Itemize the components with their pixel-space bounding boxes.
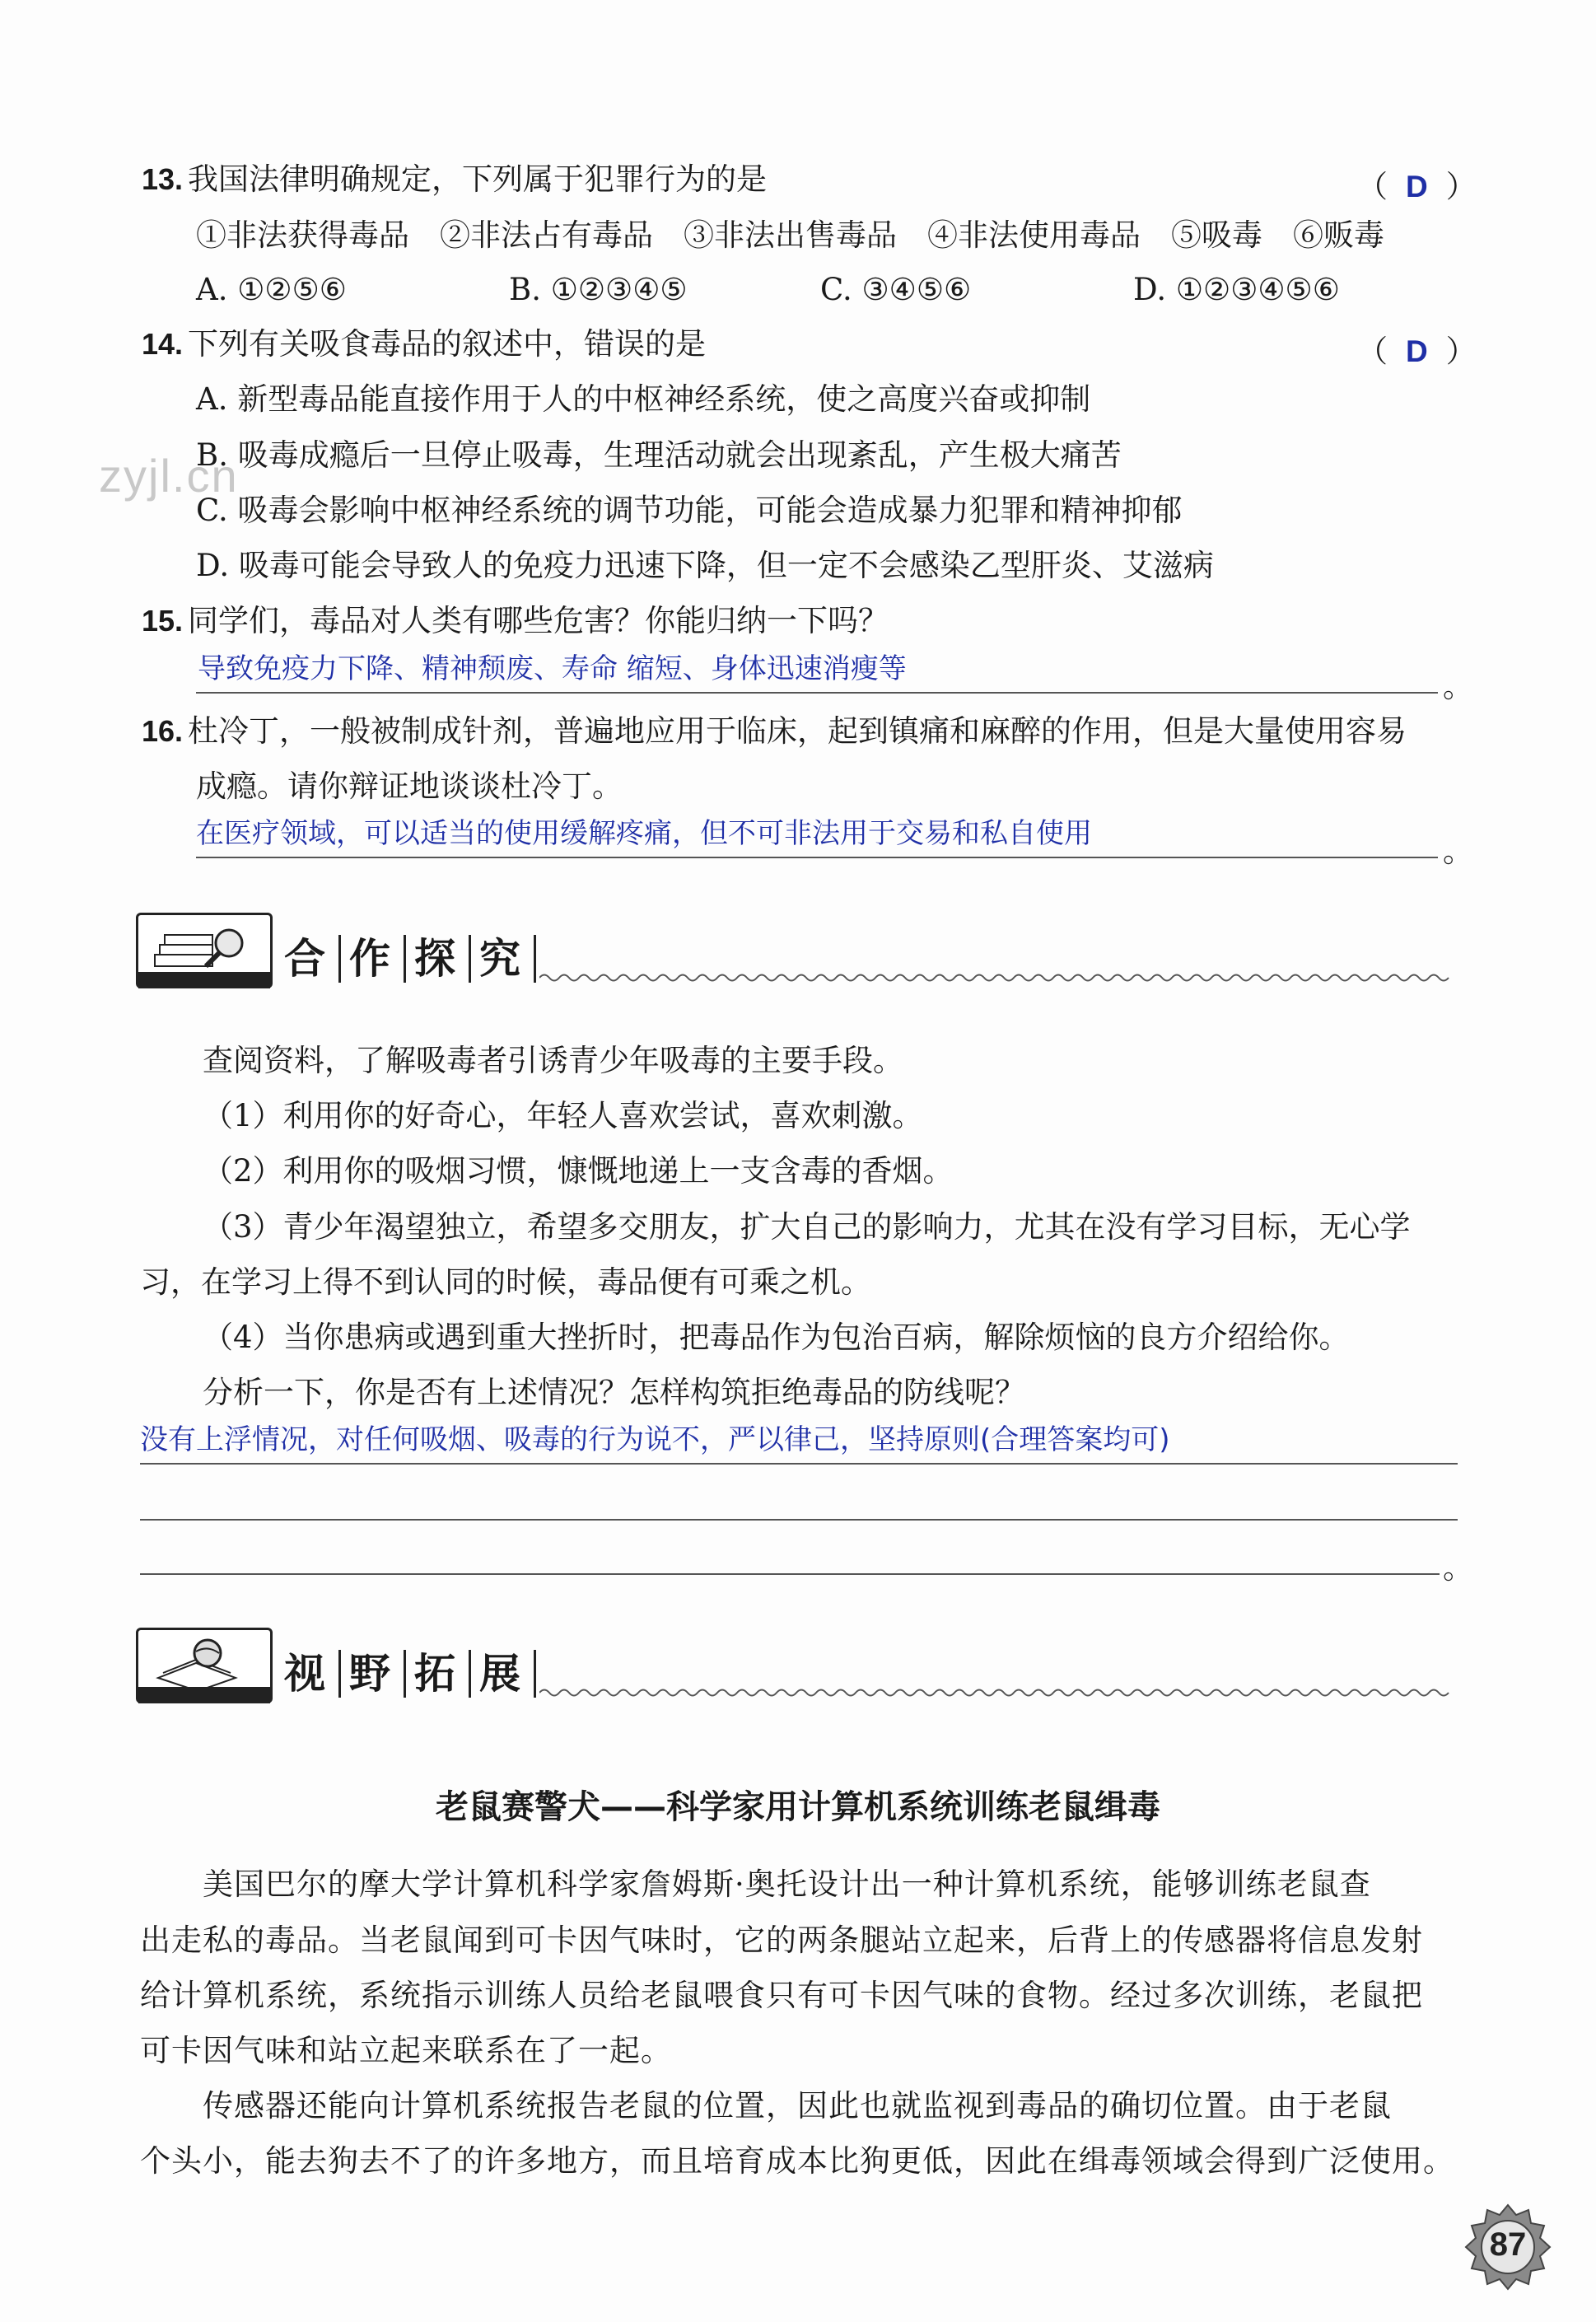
wavy-divider: [539, 972, 1454, 983]
article-p1-line4: 可卡因气味和站立起来联系在了一起。: [140, 2033, 672, 2068]
question-16-stem-line1: [142, 713, 1407, 750]
section-icon-shadow: [138, 972, 270, 988]
watermark: zyjl.cn: [99, 450, 239, 502]
question-14-text: 下列有关吸食毒品的叙述中，错误的是: [188, 326, 707, 362]
question-13-answer: D: [1406, 170, 1428, 203]
question-14-answer: D: [1406, 334, 1428, 368]
question-13-answer-slot: [1357, 161, 1477, 206]
section1-item-3-line2: 习，在学习上得不到认同的时候，毒品便有可乘之机。: [140, 1264, 871, 1300]
paren-open: （: [1357, 169, 1388, 204]
article-p1-line2: 出走私的毒品。当老鼠闻到可卡因气味时，它的两条腿站立起来，后背上的传感器将信息发射: [140, 1923, 1423, 1958]
title-char: 拓: [406, 1650, 471, 1698]
line-end-period: 。: [1443, 669, 1473, 704]
question-16-text: 杜冷丁，一般被制成针剂，普遍地应用于临床，起到镇痛和麻醉的作用，但是大量使用容易: [188, 713, 1407, 749]
title-char: 视: [276, 1650, 341, 1698]
article-p1-line1: 美国巴尔的摩大学计算机科学家詹姆斯·奥托设计出一种计算机系统，能够训练老鼠查: [203, 1866, 1371, 1902]
page-number: 87: [1489, 2226, 1527, 2263]
title-char: 探: [406, 935, 471, 983]
question-13-option-c: C. ③④⑤⑥: [820, 272, 972, 307]
page-number-badge: [1464, 2203, 1552, 2291]
section1-item-3-line1: （3）青少年渴望独立，希望多交朋友，扩大自己的影响力，尤其在没有学习目标，无心学: [203, 1209, 1411, 1245]
section-header-cooperative-inquiry: [136, 913, 1454, 987]
question-14-option-a: A. 新型毒品能直接作用于人的中枢神经系统，使之高度兴奋或抑制: [196, 381, 1091, 417]
section-title: [276, 926, 536, 985]
article-p1-line3: 给计算机系统，系统指示训练人员给老鼠喂食只有可卡因气味的食物。经过多次训练，老鼠把: [140, 1978, 1423, 2013]
line-end-period: 。: [1443, 1550, 1473, 1586]
paren-close: ）: [1445, 169, 1477, 204]
question-14-answer-slot: [1357, 326, 1477, 371]
paren-close: ）: [1445, 334, 1477, 369]
question-13-option-a: A. ①②⑤⑥: [196, 272, 347, 307]
question-14-option-d: D. 吸毒可能会导致人的免疫力迅速下降，但一定不会感染乙型肝炎、艾滋病: [196, 548, 1214, 583]
question-13-text: 我国法律明确规定，下列属于犯罪行为的是: [188, 161, 768, 197]
question-13-items: ①非法获得毒品 ②非法占有毒品 ③非法出售毒品 ④非法使用毒品 ⑤吸毒 ⑥贩毒: [196, 217, 1384, 253]
question-13-stem: [142, 161, 767, 198]
question-13-option-d: D. ①②③④⑤⑥: [1133, 272, 1340, 307]
section1-item-1: （1）利用你的好奇心，年轻人喜欢尝试，喜欢刺激。: [203, 1098, 923, 1133]
question-14-stem: [142, 326, 706, 362]
answer-line: [140, 1573, 1440, 1575]
question-15-answer: 导致免疫力下降、精神颓废、寿命 缩短、身体迅速消瘦等: [198, 652, 907, 685]
section1-item-2: （2）利用你的吸烟习惯，慷慨地递上一支含毒的香烟。: [203, 1153, 954, 1189]
question-15-stem: [142, 603, 889, 639]
section-icon-shadow: [138, 1687, 270, 1703]
title-char: 合: [276, 935, 341, 983]
question-14-option-c: C. 吸毒会影响中枢神经系统的调节功能，可能会造成暴力犯罪和精神抑郁: [196, 493, 1183, 528]
section-icon-box: [136, 913, 273, 988]
section1-item-4: （4）当你患病或遇到重大挫折时，把毒品作为包治百病，解除烦恼的良方介绍给你。: [203, 1320, 1350, 1355]
section1-intro: 查阅资料，了解吸毒者引诱青少年吸毒的主要手段。: [203, 1043, 903, 1078]
question-16-number: 16.: [142, 714, 184, 748]
section1-answer: 没有上浮情况，对任何吸烟、吸毒的行为说不，严以律己，坚持原则(合理答案均可): [140, 1423, 1170, 1456]
title-char: 野: [341, 1650, 406, 1698]
title-char: 作: [341, 935, 406, 983]
answer-line: [196, 692, 1438, 694]
question-13-number: 13.: [142, 162, 184, 196]
section1-question: 分析一下，你是否有上述情况？怎样构筑拒绝毒品的防线呢？: [203, 1375, 1025, 1410]
question-15-number: 15.: [142, 604, 184, 638]
question-16-answer: 在医疗领域，可以适当的使用缓解疼痛，但不可非法用于交易和私自使用: [196, 817, 1092, 850]
question-13-option-b: B. ①②③④⑤: [509, 272, 688, 307]
answer-line: [140, 1519, 1458, 1521]
title-char: 究: [471, 935, 536, 983]
answer-line: [196, 857, 1438, 858]
line-end-period: 。: [1443, 834, 1473, 869]
question-14-option-b: B. 吸毒成瘾后一旦停止吸毒，生理活动就会出现紊乱，产生极大痛苦: [196, 437, 1122, 473]
title-char: 展: [471, 1650, 536, 1698]
article-p2-line2: 个头小，能去狗去不了的许多地方，而且培育成本比狗更低，因此在缉毒领域会得到广泛使用。: [140, 2143, 1454, 2179]
section-title: [276, 1641, 536, 1700]
section-icon-box: [136, 1628, 273, 1703]
article-title: 老鼠赛警犬——科学家用计算机系统训练老鼠缉毒: [436, 1788, 1160, 1826]
question-16-stem-line2: 成瘾。请你辩证地谈谈杜冷丁。: [196, 769, 623, 804]
answer-line: [140, 1463, 1458, 1465]
wavy-divider: [539, 1687, 1454, 1698]
paren-open: （: [1357, 334, 1388, 369]
question-14-number: 14.: [142, 327, 184, 361]
question-15-text: 同学们，毒品对人类有哪些危害？你能归纳一下吗？: [188, 603, 889, 638]
section-header-horizon-expansion: [136, 1628, 1454, 1702]
article-p2-line1: 传感器还能向计算机系统报告老鼠的位置，因此也就监视到毒品的确切位置。由于老鼠: [203, 2088, 1392, 2123]
